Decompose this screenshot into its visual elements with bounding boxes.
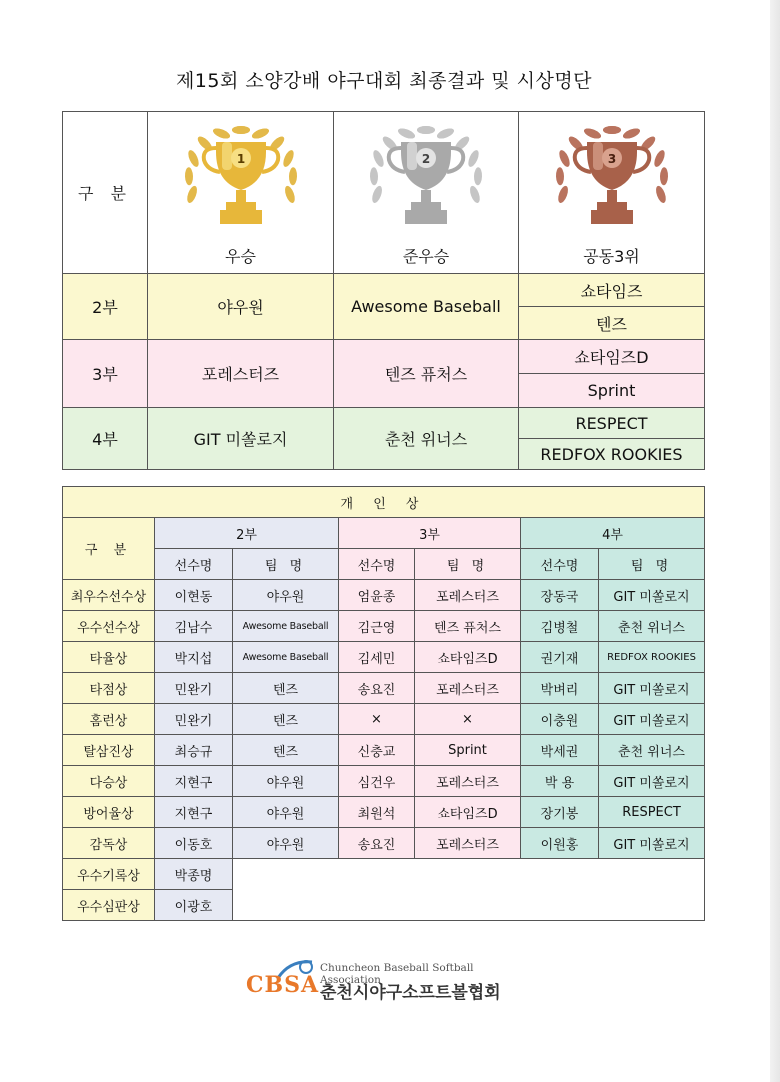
award-player: 이현동 xyxy=(155,580,233,611)
award-row xyxy=(63,580,705,611)
award-name: 타점상 xyxy=(63,673,155,704)
wreath-leaf xyxy=(232,126,250,134)
wreath-leaf xyxy=(468,185,482,205)
wreath-leaf xyxy=(621,126,641,140)
results-table xyxy=(62,111,705,470)
awards-division-3bu: 3부 xyxy=(339,518,521,549)
award-player: 민완기 xyxy=(155,704,233,735)
wreath-leaf xyxy=(582,126,602,140)
wreath-leaf xyxy=(474,167,483,185)
award-team: × xyxy=(415,704,521,735)
empty-area xyxy=(233,859,705,921)
award-row xyxy=(63,673,705,704)
page-title: 제15회 소양강배 야구대회 최종결과 및 시상명단 xyxy=(175,70,593,92)
wreath-leaf xyxy=(288,167,297,185)
award-player: 최승규 xyxy=(155,735,233,766)
award-name: 우수심판상 xyxy=(63,890,155,921)
results-third: 텐즈 xyxy=(519,307,705,340)
wreath-leaf xyxy=(436,126,456,140)
wreath-leaf xyxy=(283,185,297,205)
results-row-2bu xyxy=(63,274,705,307)
award-team: 야우원 xyxy=(233,766,339,797)
col-team-header: 팀 명 xyxy=(233,549,339,580)
award-name: 최우수선수상 xyxy=(63,580,155,611)
results-division: 2부 xyxy=(63,274,148,340)
svg-text:1: 1 xyxy=(236,152,245,166)
trophy-silver-icon xyxy=(334,120,518,238)
award-row xyxy=(63,797,705,828)
results-row-4bu xyxy=(63,408,705,439)
results-header-label: 구 분 xyxy=(63,112,148,274)
wreath-leaf xyxy=(466,149,481,169)
award-player: 지현구 xyxy=(155,766,233,797)
results-winner: 야우원 xyxy=(148,274,334,340)
award-team: 포레스터즈 xyxy=(415,828,521,859)
award-player: 박세권 xyxy=(521,735,599,766)
award-player: 신충교 xyxy=(339,735,415,766)
award-player: 박벼리 xyxy=(521,673,599,704)
results-third: Sprint xyxy=(519,374,705,408)
award-team: REDFOX ROOKIES xyxy=(599,642,705,673)
award-player: 김병철 xyxy=(521,611,599,642)
award-team: GIT 미쏠로지 xyxy=(599,766,705,797)
award-name: 다승상 xyxy=(63,766,155,797)
award-name: 우수선수상 xyxy=(63,611,155,642)
trophy-cell-3 xyxy=(519,112,705,274)
award-team: 포레스터즈 xyxy=(415,580,521,611)
logo-korean-name: 춘천시야구소프트볼협회 xyxy=(320,983,501,1003)
results-winner: GIT 미쏠로지 xyxy=(148,408,334,470)
award-team: 야우원 xyxy=(233,580,339,611)
award-team: 텐즈 xyxy=(233,704,339,735)
award-player: 김근영 xyxy=(339,611,415,642)
award-recipient: 박종명 xyxy=(155,859,233,890)
wreath-leaf xyxy=(370,185,384,205)
award-team: RESPECT xyxy=(599,797,705,828)
trophy-gold-icon xyxy=(148,120,333,238)
award-player: 이충원 xyxy=(521,704,599,735)
award-player: 권기재 xyxy=(521,642,599,673)
award-team: GIT 미쏠로지 xyxy=(599,673,705,704)
award-player: 장동국 xyxy=(521,580,599,611)
svg-text:3: 3 xyxy=(607,152,616,166)
wreath-leaf xyxy=(557,149,572,169)
award-player: × xyxy=(339,704,415,735)
wreath-leaf xyxy=(184,167,193,185)
award-name: 방어율상 xyxy=(63,797,155,828)
results-third: REDFOX ROOKIES xyxy=(519,439,705,470)
award-player: 엄윤종 xyxy=(339,580,415,611)
award-row xyxy=(63,611,705,642)
award-name: 홈런상 xyxy=(63,704,155,735)
wreath-leaf xyxy=(186,149,201,169)
award-team: GIT 미쏠로지 xyxy=(599,580,705,611)
award-player: 지현구 xyxy=(155,797,233,828)
wreath-leaf xyxy=(371,149,386,169)
award-team: 쇼타임즈D xyxy=(415,797,521,828)
award-row xyxy=(63,704,705,735)
results-row-3bu xyxy=(63,340,705,374)
results-division: 3부 xyxy=(63,340,148,408)
wreath-leaf xyxy=(556,185,570,205)
award-player: 김세민 xyxy=(339,642,415,673)
award-player: 장기봉 xyxy=(521,797,599,828)
trophy-bronze-icon xyxy=(519,120,704,238)
award-player: 민완기 xyxy=(155,673,233,704)
awards-title: 개 인 상 xyxy=(63,487,705,518)
results-third: RESPECT xyxy=(519,408,705,439)
award-player: 심건우 xyxy=(339,766,415,797)
svg-text:2: 2 xyxy=(421,152,431,166)
wreath-leaf xyxy=(370,167,379,185)
results-division: 4부 xyxy=(63,408,148,470)
award-team: 쇼타임즈D xyxy=(415,642,521,673)
results-runner-up: Awesome Baseball xyxy=(334,274,519,340)
award-player: 김남수 xyxy=(155,611,233,642)
award-row xyxy=(63,735,705,766)
award-team: 야우원 xyxy=(233,797,339,828)
award-player: 박지섭 xyxy=(155,642,233,673)
wreath-leaf xyxy=(185,185,199,205)
award-recipient: 이광호 xyxy=(155,890,233,921)
awards-division-4bu: 4부 xyxy=(521,518,705,549)
trophy-cell-2 xyxy=(334,112,519,274)
col-team-header: 팀 명 xyxy=(599,549,705,580)
wreath-leaf xyxy=(652,149,667,169)
trophy-cell-1 xyxy=(148,112,334,274)
logo-english-name: Chuncheon Baseball Softball Association xyxy=(320,962,474,986)
award-team: Sprint xyxy=(415,735,521,766)
wreath-leaf xyxy=(250,126,270,140)
award-team: 포레스터즈 xyxy=(415,766,521,797)
award-player: 최원석 xyxy=(339,797,415,828)
award-player: 박 용 xyxy=(521,766,599,797)
award-name: 타율상 xyxy=(63,642,155,673)
awards-table xyxy=(62,486,705,921)
award-team: 텐즈 xyxy=(233,735,339,766)
results-third: 쇼타임즈D xyxy=(519,340,705,374)
award-team: 야우원 xyxy=(233,828,339,859)
award-row xyxy=(63,642,705,673)
wreath-leaf xyxy=(397,126,417,140)
award-player: 송요진 xyxy=(339,673,415,704)
award-team: 춘천 위너스 xyxy=(599,735,705,766)
award-team: Awesome Baseball xyxy=(233,642,339,673)
award-team: 텐즈 xyxy=(233,673,339,704)
award-name: 감독상 xyxy=(63,828,155,859)
award-name: 탈삼진상 xyxy=(63,735,155,766)
wreath-leaf xyxy=(417,126,435,134)
award-team: 포레스터즈 xyxy=(415,673,521,704)
award-name: 우수기록상 xyxy=(63,859,155,890)
award-rows xyxy=(63,580,705,859)
results-runner-up: 텐즈 퓨처스 xyxy=(334,340,519,408)
award-team: 텐즈 퓨처스 xyxy=(415,611,521,642)
award-player: 송요진 xyxy=(339,828,415,859)
award-team: GIT 미쏠로지 xyxy=(599,704,705,735)
award-team: GIT 미쏠로지 xyxy=(599,828,705,859)
award-team: Awesome Baseball xyxy=(233,611,339,642)
wreath-leaf xyxy=(603,126,621,134)
wreath-leaf xyxy=(659,167,668,185)
wreath-leaf xyxy=(555,167,564,185)
results-third: 쇼타임즈 xyxy=(519,274,705,307)
wreath-leaf xyxy=(654,185,668,205)
results-runner-up: 춘천 위너스 xyxy=(334,408,519,470)
trophy-label-3: 공동3위 xyxy=(583,247,640,266)
col-player-header: 선수명 xyxy=(155,549,233,580)
results-winner: 포레스터즈 xyxy=(148,340,334,408)
trophy-label-1: 우승 xyxy=(225,247,256,266)
page-edge-shadow xyxy=(770,0,780,1082)
wreath-leaf xyxy=(211,126,231,140)
award-team: 춘천 위너스 xyxy=(599,611,705,642)
awards-header-label: 구 분 xyxy=(63,518,155,580)
trophy-label-2: 준우승 xyxy=(402,247,450,266)
cbsa-logo xyxy=(246,958,536,1004)
wreath-leaf xyxy=(281,149,296,169)
award-player: 이동호 xyxy=(155,828,233,859)
col-player-header: 선수명 xyxy=(521,549,599,580)
award-row xyxy=(63,828,705,859)
col-player-header: 선수명 xyxy=(339,549,415,580)
col-team-header: 팀 명 xyxy=(415,549,521,580)
awards-division-2bu: 2부 xyxy=(155,518,339,549)
award-row xyxy=(63,766,705,797)
logo-acronym: CBSA xyxy=(246,972,320,998)
award-player: 이원홍 xyxy=(521,828,599,859)
